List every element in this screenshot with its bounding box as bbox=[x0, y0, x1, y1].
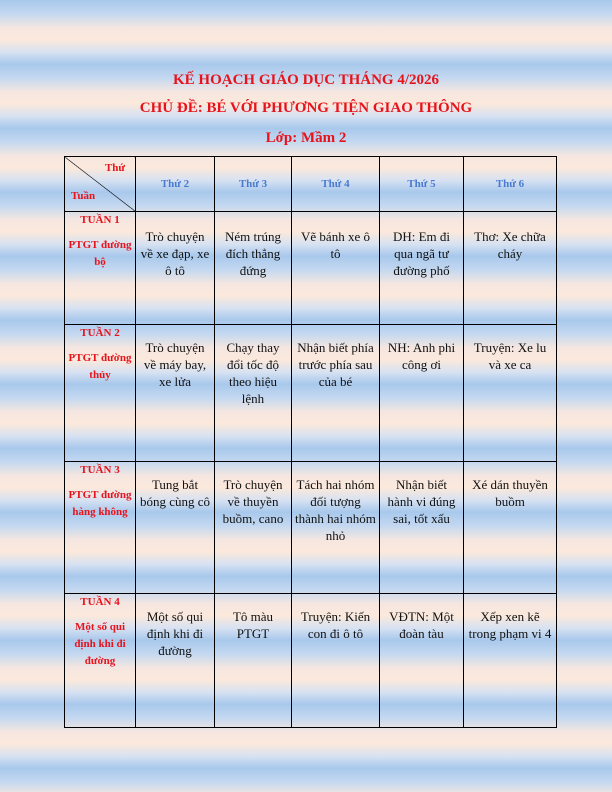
activity-cell: Xếp xen kẽ trong phạm vi 4 bbox=[464, 594, 557, 728]
table-row bbox=[65, 325, 557, 462]
activity-cell: DH: Em đi qua ngã tư đường phố bbox=[380, 212, 464, 325]
day-header: Thứ 4 bbox=[292, 157, 380, 212]
activity-cell: Tách hai nhóm đối tượng thành hai nhóm nhỏ bbox=[292, 462, 380, 594]
header-row bbox=[65, 157, 557, 212]
week-topic: PTGT đường bộ bbox=[68, 239, 132, 268]
activity-cell: Thơ: Xe chữa cháy bbox=[464, 212, 557, 325]
week-cell bbox=[65, 462, 136, 594]
table-row bbox=[65, 594, 557, 728]
week-topic: PTGT đường thủy bbox=[68, 352, 132, 381]
plan-title: KẾ HOẠCH GIÁO DỤC THÁNG 4/2026 bbox=[173, 72, 439, 88]
day-header: Thứ 5 bbox=[380, 157, 464, 212]
activity-cell: Vẽ bánh xe ô tô bbox=[292, 212, 380, 325]
activity-cell: Tung bắt bóng cùng cô bbox=[136, 462, 215, 594]
activity-cell: Trò chuyện về thuyền buồm, cano bbox=[215, 462, 292, 594]
activity-cell: Xé dán thuyền buồm bbox=[464, 462, 557, 594]
week-cell bbox=[65, 212, 136, 325]
table-row bbox=[65, 212, 557, 325]
theme-title: CHỦ ĐỀ: BÉ VỚI PHƯƠNG TIỆN GIAO THÔNG bbox=[139, 100, 473, 116]
week-cell bbox=[65, 325, 136, 462]
day-header: Thứ 6 bbox=[464, 157, 557, 212]
week-number: TUẦN 3 bbox=[80, 464, 120, 476]
class-title: Lớp: Mầm 2 bbox=[265, 130, 347, 146]
activity-cell: Nhận biết hành vi đúng sai, tốt xấu bbox=[380, 462, 464, 594]
corner-day-label: Thứ bbox=[104, 162, 125, 174]
week-number: TUẦN 2 bbox=[80, 327, 120, 339]
corner-cell bbox=[65, 157, 136, 212]
activity-cell: NH: Anh phi công ơi bbox=[380, 325, 464, 462]
activity-cell: Chạy thay đổi tốc độ theo hiệu lệnh bbox=[215, 325, 292, 462]
activity-cell: Nhận biết phía trước phía sau của bé bbox=[292, 325, 380, 462]
week-number: TUẦN 1 bbox=[80, 214, 120, 226]
week-topic: PTGT đường hàng không bbox=[68, 489, 132, 518]
activity-cell: Truyện: Xe lu và xe ca bbox=[464, 325, 557, 462]
activity-cell: Trò chuyện về máy bay, xe lửa bbox=[136, 325, 215, 462]
activity-cell: Tô màu PTGT bbox=[215, 594, 292, 728]
schedule-table bbox=[64, 156, 557, 728]
activity-cell: Trò chuyện về xe đạp, xe ô tô bbox=[136, 212, 215, 325]
week-number: TUẦN 4 bbox=[80, 596, 120, 608]
activity-cell: Một số qui định khi đi đường bbox=[136, 594, 215, 728]
activity-cell: Ném trúng đích thẳng đứng bbox=[215, 212, 292, 325]
activity-cell: VĐTN: Một đoàn tàu bbox=[380, 594, 464, 728]
activity-cell: Truyện: Kiến con đi ô tô bbox=[292, 594, 380, 728]
corner-week-label: Tuần bbox=[71, 190, 96, 202]
week-topic: Một số qui định khi đi đường bbox=[74, 621, 126, 667]
day-header: Thứ 2 bbox=[136, 157, 215, 212]
day-header: Thứ 3 bbox=[215, 157, 292, 212]
week-cell bbox=[65, 594, 136, 728]
table-row bbox=[65, 462, 557, 594]
